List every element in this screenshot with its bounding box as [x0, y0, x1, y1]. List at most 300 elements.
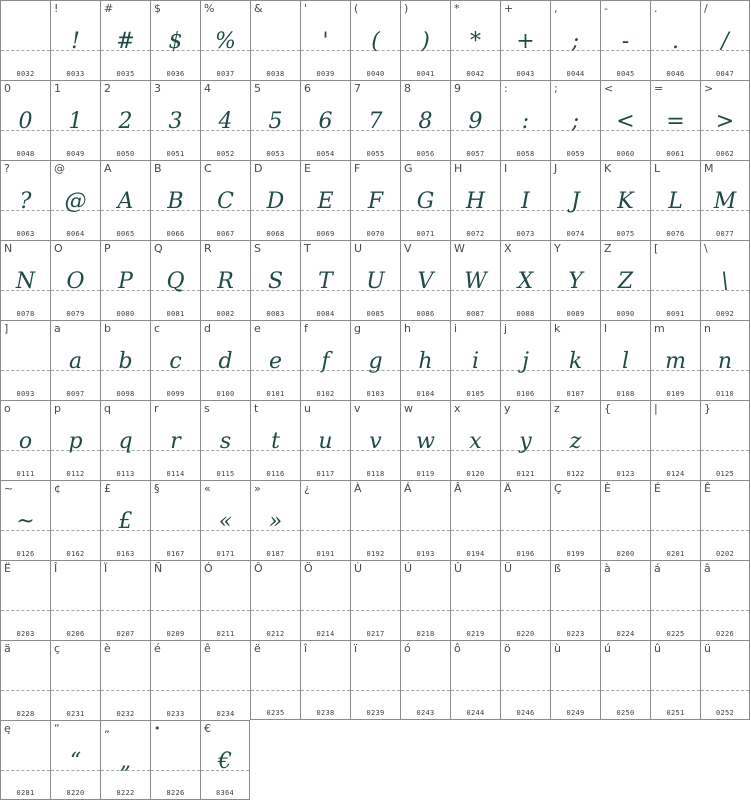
cell-code-label: 0171: [216, 550, 235, 558]
cell-character-label: Ï: [104, 562, 108, 575]
cell-code-label: 0220: [516, 630, 535, 638]
glyph-cell-0089: [550, 240, 600, 320]
cell-code-label: 0125: [715, 470, 735, 478]
glyph-cell-0036: [150, 0, 200, 80]
cell-character-label: Y: [554, 242, 561, 255]
glyph-preview: €: [218, 749, 232, 774]
cell-code-label: 0243: [416, 709, 435, 717]
glyph-preview: [451, 579, 500, 625]
glyph-preview: [1, 579, 50, 625]
cell-code-label: 0201: [666, 550, 685, 558]
glyph-cell-0093: [0, 320, 50, 400]
cell-code-label: 0091: [666, 310, 685, 318]
glyph-cell-0046: [650, 0, 700, 80]
glyph-cell-8220: [50, 720, 100, 800]
glyph-cell-0225: [650, 560, 700, 640]
cell-code-label: 0085: [366, 310, 385, 318]
cell-character-label: 9: [454, 82, 461, 95]
cell-character-label: i: [454, 322, 458, 335]
cell-character-label: T: [304, 242, 311, 255]
glyph-preview: Q: [166, 269, 185, 294]
cell-character-label: c: [154, 322, 161, 335]
cell-character-label: :: [504, 82, 508, 95]
glyph-preview: t: [271, 429, 280, 454]
glyph-cell-0109: [650, 320, 700, 400]
glyph-cell-0056: [400, 80, 450, 160]
cell-code-label: 0192: [366, 550, 385, 558]
glyph-cell-0113: [100, 400, 150, 480]
cell-character-label: ß: [554, 562, 561, 575]
glyph-preview: I: [521, 189, 530, 214]
cell-character-label: é: [154, 642, 161, 655]
cell-character-label: X: [504, 242, 512, 255]
cell-character-label: «: [204, 482, 211, 495]
cell-code-label: 0112: [66, 470, 85, 478]
cell-code-label: 0104: [416, 390, 435, 398]
glyph-cell-0075: [600, 160, 650, 240]
glyph-cell-0125: [700, 400, 750, 480]
glyph-cell-0167: [150, 480, 200, 560]
cell-character-label: d: [204, 322, 211, 335]
cell-code-label: 0202: [715, 550, 735, 558]
cell-character-label: A: [104, 162, 112, 175]
glyph-preview: ): [421, 29, 430, 54]
glyph-preview: m: [665, 349, 686, 374]
glyph-cell-0039: [300, 0, 350, 80]
cell-code-label: 0072: [466, 230, 485, 238]
glyph-preview: 7: [368, 109, 383, 134]
glyph-preview: 2: [118, 109, 133, 134]
cell-character-label: G: [404, 162, 413, 175]
glyph-cell-0033: [50, 0, 100, 80]
cell-character-label: 5: [254, 82, 261, 95]
cell-code-label: 0252: [715, 709, 735, 717]
glyph-cell-0041: [400, 0, 450, 80]
glyph-cell-0212: [250, 560, 300, 640]
glyph-preview: [251, 659, 300, 705]
cell-character-label: Ç: [554, 482, 562, 495]
cell-character-label: ,: [554, 2, 558, 15]
glyph-preview: [651, 579, 700, 625]
glyph-preview: U: [366, 269, 385, 294]
glyph-cell-0114: [150, 400, 200, 480]
cell-character-label: M: [704, 162, 714, 175]
glyph-preview: d: [218, 349, 233, 374]
cell-code-label: 0074: [566, 230, 585, 238]
cell-code-label: 0233: [166, 710, 185, 718]
glyph-cell-0088: [500, 240, 550, 320]
cell-code-label: 0082: [216, 310, 235, 318]
glyph-preview: n: [717, 349, 733, 374]
cell-character-label: î: [304, 642, 308, 655]
cell-character-label: C: [204, 162, 212, 175]
glyph-cell-0081: [150, 240, 200, 320]
cell-code-label: 0070: [366, 230, 385, 238]
glyph-preview: [551, 579, 600, 625]
cell-character-label: û: [654, 642, 661, 655]
glyph-preview: <: [616, 109, 635, 134]
cell-character-label: ú: [604, 642, 611, 655]
cell-character-label: §: [154, 482, 160, 495]
glyph-cell-0121: [500, 400, 550, 480]
cell-character-label: €: [204, 722, 211, 735]
cell-character-label: 2: [104, 82, 111, 95]
glyph-preview: [1, 659, 50, 705]
glyph-cell-0104: [400, 320, 450, 400]
cell-character-label: n: [704, 322, 711, 335]
glyph-preview: E: [317, 189, 334, 214]
cell-code-label: 0106: [516, 390, 535, 398]
cell-character-label: 6: [304, 82, 311, 95]
cell-character-label: |: [654, 402, 658, 415]
cell-character-label: ¢: [54, 482, 61, 495]
cell-code-label: 0037: [216, 70, 235, 78]
glyph-cell-0050: [100, 80, 150, 160]
cell-code-label: 0114: [166, 470, 185, 478]
glyph-preview: [601, 659, 650, 705]
glyph-preview: >: [715, 109, 735, 134]
cell-character-label: {: [604, 402, 611, 415]
glyph-preview: [601, 579, 650, 625]
cell-character-label: ï: [354, 642, 358, 655]
glyph-preview: 5: [268, 109, 283, 134]
cell-code-label: 0115: [216, 470, 235, 478]
cell-character-label: á: [654, 562, 661, 575]
glyph-preview: v: [369, 429, 382, 454]
glyph-cell-0071: [400, 160, 450, 240]
cell-character-label: a: [54, 322, 61, 335]
glyph-preview: :: [521, 109, 530, 134]
glyph-preview: [151, 499, 200, 545]
cell-character-label: +: [504, 2, 514, 15]
glyph-cell-0251: [650, 640, 700, 720]
cell-code-label: 0044: [566, 70, 585, 78]
glyph-cell-0171: [200, 480, 250, 560]
cell-character-label: q: [104, 402, 111, 415]
cell-character-label: È: [604, 482, 611, 495]
cell-character-label: »: [254, 482, 261, 495]
cell-character-label: #: [104, 2, 114, 15]
glyph-cell-0086: [400, 240, 450, 320]
cell-code-label: 0050: [116, 150, 135, 158]
glyph-preview: F: [367, 189, 384, 214]
cell-character-label: F: [354, 162, 361, 175]
cell-code-label: 0058: [516, 150, 535, 158]
glyph-preview: W: [464, 269, 487, 294]
glyph-preview: [551, 659, 600, 705]
glyph-preview: [451, 499, 500, 545]
glyph-preview: 9: [468, 109, 483, 134]
cell-code-label: 0281: [16, 789, 35, 797]
cell-character-label: z: [554, 402, 560, 415]
cell-character-label: $: [154, 2, 161, 15]
glyph-preview: X: [517, 269, 534, 294]
glyph-cell-0103: [350, 320, 400, 400]
cell-code-label: 0052: [216, 150, 235, 158]
cell-character-label: L: [654, 162, 661, 175]
glyph-cell-0063: [0, 160, 50, 240]
glyph-preview: [351, 579, 400, 625]
cell-code-label: 0111: [16, 470, 35, 478]
glyph-preview: o: [18, 429, 33, 454]
cell-character-label: ?: [4, 162, 10, 175]
glyph-cell-0116: [250, 400, 300, 480]
glyph-cell-0196: [500, 480, 550, 560]
cell-character-label: 4: [204, 82, 211, 95]
cell-code-label: 0239: [366, 709, 385, 717]
glyph-preview: [151, 579, 200, 625]
glyph-preview: C: [217, 189, 234, 214]
glyph-cell-0054: [300, 80, 350, 160]
glyph-cell-0219: [450, 560, 500, 640]
glyph-preview: [401, 579, 450, 625]
glyph-preview: b: [118, 349, 133, 374]
glyph-cell-0035: [100, 0, 150, 80]
cell-character-label: =: [654, 82, 664, 95]
cell-character-label: Â: [454, 482, 462, 495]
cell-character-label: I: [504, 162, 508, 175]
glyph-preview: [651, 659, 700, 705]
cell-character-label: Î: [54, 562, 58, 575]
glyph-cell-0111: [0, 400, 50, 480]
glyph-cell-0092: [700, 240, 750, 320]
cell-character-label: 8: [404, 82, 411, 95]
cell-character-label: ¿: [304, 482, 310, 495]
cell-character-label: ô: [454, 642, 461, 655]
glyph-cell-0203: [0, 560, 50, 640]
cell-character-label: *: [454, 2, 460, 15]
cell-code-label: 0250: [616, 709, 635, 717]
glyph-cell-0059: [550, 80, 600, 160]
cell-code-label: 0084: [316, 310, 335, 318]
glyph-preview: z: [569, 429, 582, 454]
glyph-preview: \: [721, 269, 729, 294]
glyph-cell-0220: [500, 560, 550, 640]
cell-code-label: 0113: [116, 470, 135, 478]
cell-code-label: 0056: [416, 150, 435, 158]
glyph-cell-0053: [250, 80, 300, 160]
glyph-cell-0218: [400, 560, 450, 640]
cell-code-label: 0116: [266, 470, 285, 478]
cell-code-label: 0059: [566, 150, 585, 158]
cell-character-label: B: [154, 162, 162, 175]
cell-code-label: 0080: [116, 310, 135, 318]
glyph-preview: [101, 579, 150, 625]
glyph-cell-0058: [500, 80, 550, 160]
glyph-cell-0252: [700, 640, 750, 720]
glyph-preview: H: [465, 189, 486, 214]
cell-code-label: 0041: [416, 70, 435, 78]
glyph-cell-0199: [550, 480, 600, 560]
cell-code-label: 0235: [266, 709, 285, 717]
cell-character-label: Ë: [4, 562, 11, 575]
cell-character-label: !: [54, 2, 59, 15]
cell-character-label: “: [54, 722, 60, 735]
glyph-cell-0098: [100, 320, 150, 400]
cell-code-label: 0193: [416, 550, 435, 558]
cell-character-label: 3: [154, 82, 161, 95]
cell-character-label: U: [354, 242, 363, 255]
cell-code-label: 0066: [166, 230, 185, 238]
cell-code-label: 0068: [266, 230, 285, 238]
glyph-cell-0162: [50, 480, 100, 560]
cell-code-label: 0057: [466, 150, 485, 158]
glyph-preview: 0: [18, 109, 33, 134]
cell-code-label: 0211: [216, 630, 235, 638]
glyph-preview: $: [168, 29, 183, 54]
glyph-cell-0117: [300, 400, 350, 480]
glyph-cell-0201: [650, 480, 700, 560]
glyph-cell-0043: [500, 0, 550, 80]
glyph-preview: [301, 499, 350, 545]
glyph-cell-0211: [200, 560, 250, 640]
glyph-preview: k: [568, 349, 583, 374]
cell-code-label: 0055: [366, 150, 385, 158]
cell-character-label: t: [254, 402, 259, 415]
glyph-cell-0214: [300, 560, 350, 640]
glyph-cell-0243: [400, 640, 450, 720]
cell-code-label: 0103: [366, 390, 385, 398]
glyph-cell-0110: [700, 320, 750, 400]
glyph-cell-0123: [600, 400, 650, 480]
cell-code-label: 0244: [466, 709, 485, 717]
glyph-preview: L: [668, 189, 683, 214]
cell-character-label: e: [254, 322, 261, 335]
glyph-preview: [451, 659, 500, 705]
cell-code-label: 0214: [316, 630, 335, 638]
cell-code-label: 0251: [666, 709, 685, 717]
cell-code-label: 0089: [566, 310, 585, 318]
cell-code-label: 0126: [16, 550, 35, 558]
glyph-preview: 8: [418, 109, 433, 134]
cell-code-label: 0110: [715, 390, 735, 398]
glyph-preview: u: [318, 429, 333, 454]
cell-character-label: w: [404, 402, 413, 415]
glyph-cell-0069: [300, 160, 350, 240]
cell-code-label: 0098: [116, 390, 135, 398]
cell-code-label: 0035: [116, 70, 135, 78]
cell-code-label: 0120: [466, 470, 485, 478]
cell-character-label: }: [704, 402, 711, 415]
cell-character-label: •: [154, 722, 161, 735]
glyph-cell-0100: [200, 320, 250, 400]
glyph-preview: f: [321, 349, 330, 374]
glyph-preview: N: [15, 269, 36, 294]
cell-code-label: 0053: [266, 150, 285, 158]
cell-character-label: J: [554, 162, 558, 175]
cell-character-label: W: [454, 242, 465, 255]
cell-character-label: R: [204, 242, 212, 255]
glyph-cell-0206: [50, 560, 100, 640]
glyph-cell-0224: [600, 560, 650, 640]
glyph-cell-0118: [350, 400, 400, 480]
glyph-cell-0062: [700, 80, 750, 160]
glyph-preview: [351, 499, 400, 545]
glyph-cell-0038: [250, 0, 300, 80]
cell-code-label: 0093: [16, 390, 35, 398]
cell-code-label: 0046: [666, 70, 685, 78]
glyph-preview: q: [118, 429, 133, 454]
cell-code-label: 0065: [116, 230, 135, 238]
glyph-preview: @: [64, 189, 87, 214]
cell-character-label: à: [604, 562, 611, 575]
glyph-cell-0249: [550, 640, 600, 720]
glyph-cell-0032: [0, 0, 50, 80]
cell-code-label: 0212: [266, 630, 285, 638]
glyph-cell-0194: [450, 480, 500, 560]
glyph-preview: i: [471, 349, 480, 374]
glyph-cell-0232: [100, 640, 150, 720]
cell-character-label: \: [704, 242, 708, 255]
cell-character-label: Ê: [704, 482, 711, 495]
glyph-cell-0055: [350, 80, 400, 160]
glyph-preview: a: [68, 349, 83, 374]
glyph-preview: *: [470, 29, 481, 54]
cell-code-label: 0249: [566, 709, 585, 717]
glyph-cell-0084: [300, 240, 350, 320]
glyph-preview: p: [68, 429, 83, 454]
glyph-preview: 1: [68, 109, 83, 134]
cell-character-label: V: [404, 242, 412, 255]
glyph-cell-0079: [50, 240, 100, 320]
cell-character-label: g: [354, 322, 361, 335]
cell-character-label: Z: [604, 242, 612, 255]
cell-character-label: Ñ: [154, 562, 163, 575]
glyph-preview: l: [621, 349, 630, 374]
cell-code-label: 0105: [466, 390, 485, 398]
cell-character-label: K: [604, 162, 612, 175]
cell-character-label: .: [654, 2, 658, 15]
glyph-cell-8364: [200, 720, 250, 800]
glyph-preview: «: [218, 509, 233, 534]
glyph-preview: ;: [571, 109, 580, 134]
cell-code-label: 0102: [316, 390, 335, 398]
glyph-cell-0281: [0, 720, 50, 800]
glyph-preview: R: [217, 269, 234, 294]
glyph-preview: [251, 579, 300, 625]
cell-character-label: j: [504, 322, 508, 335]
cell-code-label: 0067: [216, 230, 235, 238]
cell-code-label: 0088: [516, 310, 535, 318]
cell-code-label: 0107: [566, 390, 585, 398]
cell-code-label: 0207: [116, 630, 135, 638]
cell-character-label: É: [654, 482, 661, 495]
cell-character-label: &: [254, 2, 263, 15]
cell-code-label: 8220: [66, 789, 85, 797]
cell-character-label: m: [654, 322, 665, 335]
cell-character-label: Ú: [404, 562, 413, 575]
cell-code-label: 0124: [666, 470, 685, 478]
glyph-preview: K: [617, 189, 634, 214]
cell-character-label: f: [304, 322, 308, 335]
glyph-preview: G: [416, 189, 435, 214]
glyph-cell-0052: [200, 80, 250, 160]
cell-code-label: 0049: [66, 150, 85, 158]
glyph-cell-0234: [200, 640, 250, 720]
glyph-cell-0192: [350, 480, 400, 560]
cell-character-label: @: [54, 162, 65, 175]
glyph-preview: 4: [218, 109, 233, 134]
glyph-preview: [151, 739, 200, 785]
cell-character-label: E: [304, 162, 311, 175]
glyph-cell-0074: [550, 160, 600, 240]
cell-character-label: ': [304, 2, 308, 15]
glyph-cell-0083: [250, 240, 300, 320]
glyph-cell-0060: [600, 80, 650, 160]
glyph-preview: Y: [568, 269, 583, 294]
cell-code-label: 0123: [616, 470, 635, 478]
glyph-cell-0048: [0, 80, 50, 160]
